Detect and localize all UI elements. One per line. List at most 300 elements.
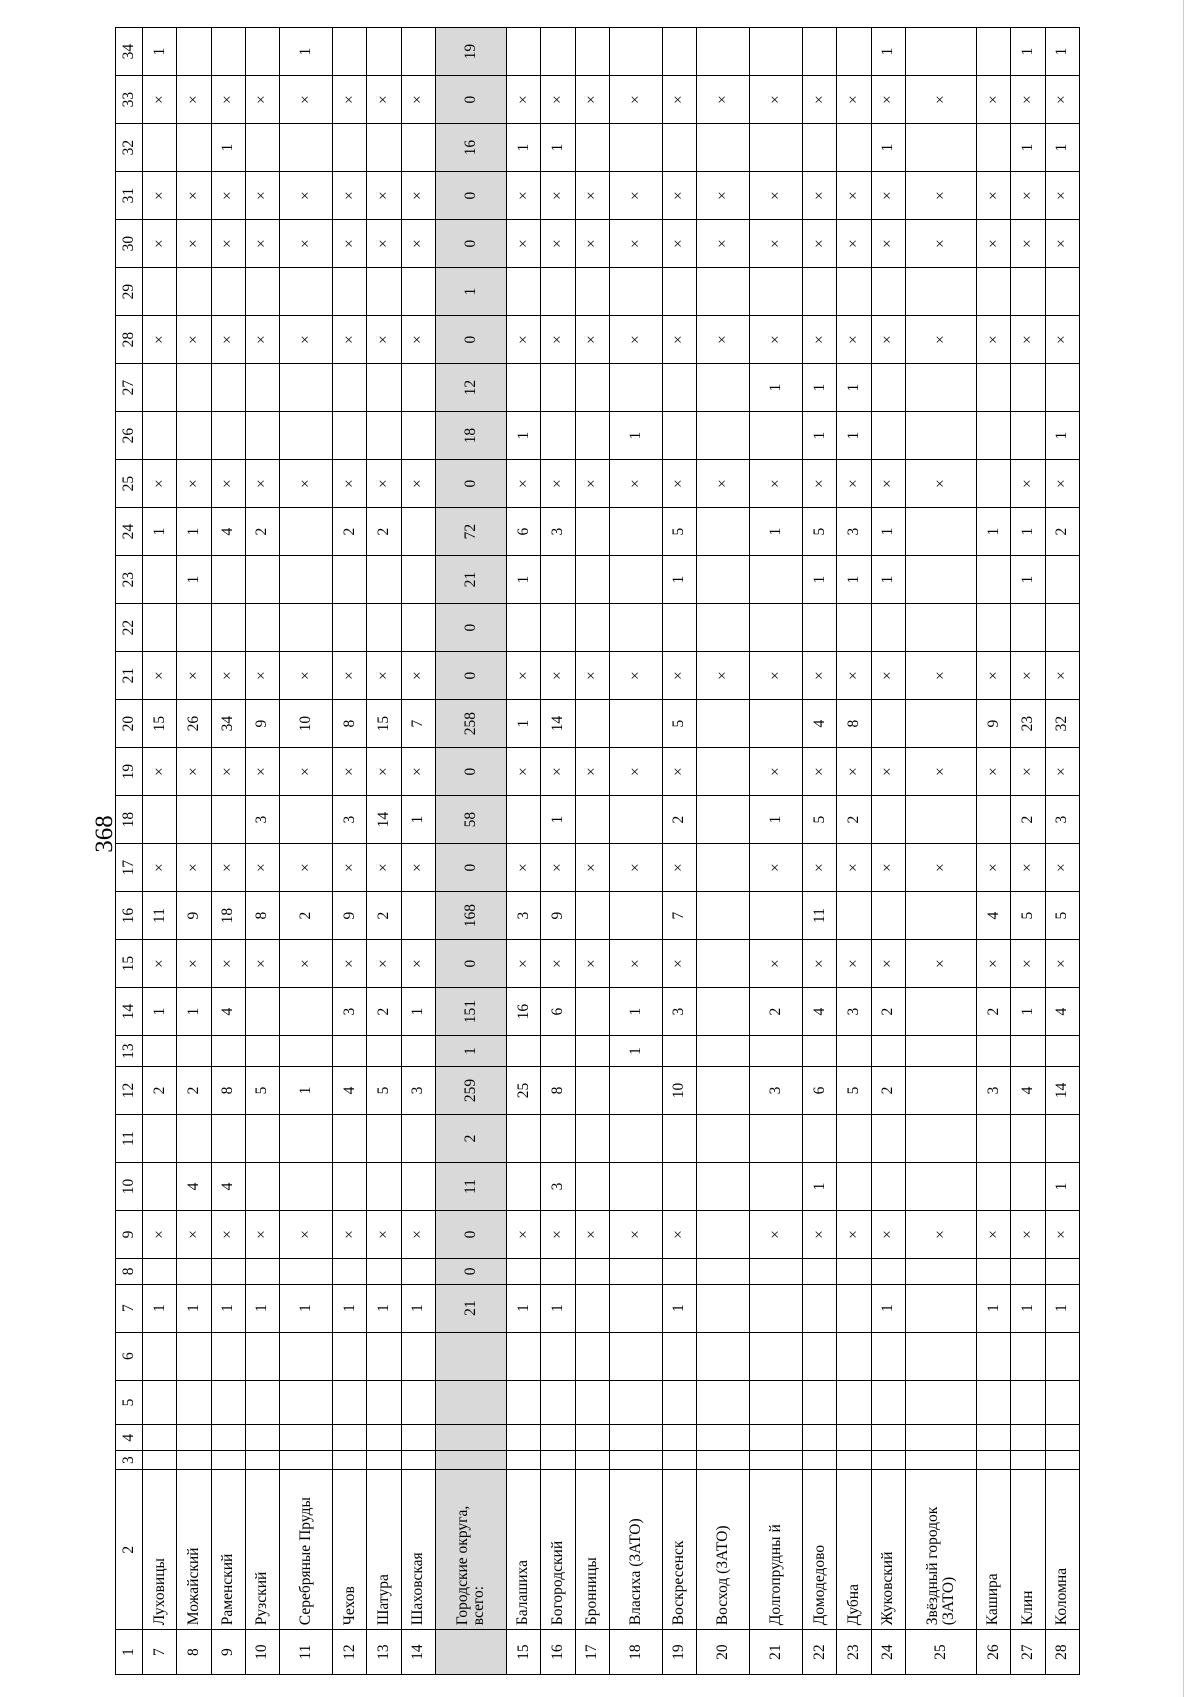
table-cell: 15 (367, 700, 401, 748)
table-cell (401, 268, 435, 316)
table-cell (609, 124, 662, 172)
table-cell: × (211, 940, 245, 988)
table-cell (245, 1259, 279, 1285)
table-cell: × (1011, 844, 1045, 892)
table-cell: × (662, 844, 696, 892)
table-cell (575, 1451, 609, 1470)
row-number-cell: 10 (245, 1630, 279, 1675)
table-cell (367, 1332, 401, 1380)
table-cell: 1 (280, 1284, 333, 1332)
table-cell (506, 1332, 540, 1380)
table-cell: 1 (143, 508, 177, 556)
table-cell: 4 (803, 988, 837, 1036)
table-cell: × (803, 460, 837, 508)
table-cell: × (143, 220, 177, 268)
table-cell (541, 268, 575, 316)
table-cell (280, 1425, 333, 1451)
table-cell: 11 (143, 892, 177, 940)
table-cell: 2 (750, 988, 803, 1036)
table-cell: 1 (750, 364, 803, 412)
table-cell (609, 1115, 662, 1163)
row-number-cell: 9 (211, 1630, 245, 1675)
table-cell (837, 1259, 871, 1285)
table-cell: × (245, 316, 279, 364)
table-cell (609, 700, 662, 748)
table-cell: 23 (1011, 700, 1045, 748)
table-cell: 2 (367, 508, 401, 556)
table-cell: 1 (280, 28, 333, 76)
table-cell (333, 1163, 367, 1211)
table-cell (177, 1332, 211, 1380)
district-name-cell: Шатура (367, 1470, 401, 1630)
district-name-cell: Власиха (ЗАТО) (609, 1470, 662, 1630)
table-cell (541, 1380, 575, 1425)
table-cell (976, 1451, 1010, 1470)
table-cell: 1 (750, 508, 803, 556)
table-cell (401, 364, 435, 412)
table-cell: 3 (1045, 796, 1080, 844)
table-cell (697, 268, 750, 316)
table-cell (333, 1259, 367, 1285)
table-cell: × (976, 76, 1010, 124)
table-cell (1011, 1425, 1045, 1451)
table-cell (976, 1425, 1010, 1451)
table-cell (435, 1332, 506, 1380)
table-cell: × (803, 220, 837, 268)
table-cell (280, 124, 333, 172)
table-cell: × (697, 76, 750, 124)
table-cell (1011, 1259, 1045, 1285)
table-cell: 3 (662, 988, 696, 1036)
table-cell (245, 1425, 279, 1451)
table-cell (609, 604, 662, 652)
table-cell (750, 1425, 803, 1451)
table-cell: × (803, 652, 837, 700)
table-cell: 3 (401, 1067, 435, 1115)
table-cell (245, 1380, 279, 1425)
table-cell: × (367, 940, 401, 988)
table-cell (750, 268, 803, 316)
table-cell (750, 1284, 803, 1332)
table-cell: × (211, 1211, 245, 1259)
table-cell: × (1045, 76, 1080, 124)
table-cell (750, 556, 803, 604)
table-cell: × (803, 76, 837, 124)
district-name-cell: Богородский (541, 1470, 575, 1630)
table-cell (211, 364, 245, 412)
data-table (115, 27, 1080, 1675)
table-cell: × (1045, 220, 1080, 268)
table-row (333, 28, 367, 1675)
table-cell: × (177, 940, 211, 988)
table-cell (750, 1332, 803, 1380)
table-cell (697, 940, 750, 988)
table-cell (575, 1284, 609, 1332)
table-cell (143, 1425, 177, 1451)
table-cell (1045, 1115, 1080, 1163)
table-cell (697, 1332, 750, 1380)
district-name-cell: Дубна (837, 1470, 871, 1630)
table-cell: 1 (871, 124, 905, 172)
row-number-cell: 20 (697, 1630, 750, 1675)
table-cell (506, 1036, 540, 1067)
table-cell: × (541, 172, 575, 220)
table-cell: × (976, 316, 1010, 364)
table-cell: × (1011, 220, 1045, 268)
table-cell: 1 (506, 556, 540, 604)
table-cell (401, 1163, 435, 1211)
table-cell (401, 1036, 435, 1067)
column-header-23: 23 (116, 556, 143, 604)
table-cell: × (143, 844, 177, 892)
table-cell: × (697, 652, 750, 700)
table-cell: × (401, 748, 435, 796)
column-header-20: 20 (116, 700, 143, 748)
table-cell: × (177, 76, 211, 124)
table-cell (333, 604, 367, 652)
district-name-cell: Звёздный городок (ЗАТО) (905, 1470, 976, 1630)
table-cell: × (575, 172, 609, 220)
table-cell (803, 1036, 837, 1067)
table-cell (905, 124, 976, 172)
table-cell: 1 (435, 268, 506, 316)
column-header-3: 3 (116, 1451, 143, 1470)
table-cell: 10 (280, 700, 333, 748)
table-cell: 1 (245, 1284, 279, 1332)
table-cell: 11 (803, 892, 837, 940)
row-number-cell: 24 (871, 1630, 905, 1675)
table-cell (401, 1451, 435, 1470)
table-cell: × (803, 316, 837, 364)
table-cell (697, 508, 750, 556)
table-cell: × (506, 316, 540, 364)
table-cell: × (280, 76, 333, 124)
table-cell (976, 604, 1010, 652)
table-cell (541, 556, 575, 604)
table-cell: × (837, 76, 871, 124)
table-cell: 8 (541, 1067, 575, 1115)
table-cell: 1 (1045, 28, 1080, 76)
table-cell (1011, 364, 1045, 412)
table-cell: × (1011, 76, 1045, 124)
table-cell (697, 1451, 750, 1470)
table-cell: 2 (280, 892, 333, 940)
row-number-cell: 17 (575, 1630, 609, 1675)
table-cell: 6 (506, 508, 540, 556)
table-cell (401, 28, 435, 76)
table-cell: 26 (177, 700, 211, 748)
table-row (367, 28, 401, 1675)
column-header-25: 25 (116, 460, 143, 508)
district-name-cell: Восход (ЗАТО) (697, 1470, 750, 1630)
table-cell (803, 1259, 837, 1285)
table-cell: 2 (1011, 796, 1045, 844)
table-cell: × (401, 940, 435, 988)
table-cell (750, 28, 803, 76)
table-cell (280, 1115, 333, 1163)
table-cell: 1 (506, 1284, 540, 1332)
table-cell: × (905, 748, 976, 796)
table-cell: × (871, 844, 905, 892)
table-cell (211, 412, 245, 460)
table-cell (575, 1163, 609, 1211)
table-row (662, 28, 696, 1675)
table-cell (333, 1451, 367, 1470)
table-cell (143, 364, 177, 412)
table-cell: × (976, 748, 1010, 796)
table-cell: 2 (333, 508, 367, 556)
table-cell (697, 604, 750, 652)
table-cell: × (803, 172, 837, 220)
table-cell: × (697, 460, 750, 508)
table-cell: 32 (1045, 700, 1080, 748)
table-cell (662, 364, 696, 412)
table-cell (662, 1380, 696, 1425)
table-cell (1045, 1332, 1080, 1380)
table-cell (143, 604, 177, 652)
table-cell: 151 (435, 988, 506, 1036)
column-header-1: 1 (116, 1630, 143, 1675)
table-cell (662, 1259, 696, 1285)
district-name-cell: Воскресенск (662, 1470, 696, 1630)
table-cell: × (575, 220, 609, 268)
column-header-30: 30 (116, 220, 143, 268)
table-cell: 4 (803, 700, 837, 748)
table-cell: 1 (177, 508, 211, 556)
table-cell: × (401, 76, 435, 124)
table-cell (662, 124, 696, 172)
table-cell (401, 412, 435, 460)
table-cell: 1 (211, 124, 245, 172)
table-cell (143, 1259, 177, 1285)
table-cell: 0 (435, 940, 506, 988)
table-cell: × (401, 220, 435, 268)
table-cell: × (871, 940, 905, 988)
table-cell: × (211, 844, 245, 892)
table-cell: 0 (435, 604, 506, 652)
table-cell (541, 1036, 575, 1067)
table-cell (1045, 1451, 1080, 1470)
table-cell: 9 (177, 892, 211, 940)
table-cell (837, 892, 871, 940)
scan-edge-line (1183, 0, 1184, 1697)
district-name-cell: Шаховская (401, 1470, 435, 1630)
table-cell: 1 (401, 988, 435, 1036)
table-cell: × (609, 76, 662, 124)
district-name-cell: Домодедово (803, 1470, 837, 1630)
row-number-cell: 22 (803, 1630, 837, 1675)
table-cell: × (1011, 1211, 1045, 1259)
table-cell: 10 (662, 1067, 696, 1115)
table-cell (506, 28, 540, 76)
table-cell (575, 796, 609, 844)
table-cell (541, 1115, 575, 1163)
table-cell: 34 (211, 700, 245, 748)
table-cell (905, 988, 976, 1036)
table-cell: × (976, 172, 1010, 220)
column-header-29: 29 (116, 268, 143, 316)
table-cell (367, 1115, 401, 1163)
table-cell: × (905, 220, 976, 268)
header-row (116, 28, 143, 1675)
table-cell: 6 (541, 988, 575, 1036)
table-cell: × (333, 220, 367, 268)
table-cell: 1 (143, 988, 177, 1036)
table-cell: 3 (837, 508, 871, 556)
table-cell: 1 (177, 556, 211, 604)
table-cell: × (143, 460, 177, 508)
table-cell (245, 364, 279, 412)
table-cell (905, 412, 976, 460)
table-cell (609, 1332, 662, 1380)
table-cell: × (837, 316, 871, 364)
table-cell (871, 412, 905, 460)
table-cell (245, 124, 279, 172)
table-cell: 1 (803, 556, 837, 604)
table-cell: × (905, 460, 976, 508)
table-cell: × (401, 460, 435, 508)
table-cell (506, 1425, 540, 1451)
table-cell (280, 796, 333, 844)
column-header-18: 18 (116, 796, 143, 844)
table-cell: × (1011, 460, 1045, 508)
table-cell: 1 (1045, 1284, 1080, 1332)
table-cell: 1 (401, 796, 435, 844)
table-cell: 1 (541, 1284, 575, 1332)
table-cell: × (541, 460, 575, 508)
table-cell (575, 1259, 609, 1285)
table-cell (575, 1380, 609, 1425)
table-cell: 3 (245, 796, 279, 844)
table-cell: × (333, 940, 367, 988)
table-cell: 5 (837, 1067, 871, 1115)
table-cell: × (905, 76, 976, 124)
table-cell: × (871, 460, 905, 508)
table-cell: × (541, 940, 575, 988)
table-cell: 16 (506, 988, 540, 1036)
column-header-24: 24 (116, 508, 143, 556)
table-cell (333, 412, 367, 460)
table-cell: 25 (506, 1067, 540, 1115)
table-cell: × (697, 316, 750, 364)
table-cell: 1 (837, 412, 871, 460)
table-cell (837, 1036, 871, 1067)
table-cell: 1 (1011, 556, 1045, 604)
table-cell (662, 1163, 696, 1211)
table-cell (245, 268, 279, 316)
table-cell (435, 1380, 506, 1425)
table-row (177, 28, 211, 1675)
table-cell: × (803, 1211, 837, 1259)
table-cell (177, 1451, 211, 1470)
table-cell: 1 (662, 556, 696, 604)
table-cell: 3 (541, 508, 575, 556)
table-cell: 5 (245, 1067, 279, 1115)
table-cell: 2 (871, 988, 905, 1036)
table-cell (575, 700, 609, 748)
table-cell (367, 28, 401, 76)
table-cell: 1 (1045, 412, 1080, 460)
table-cell (575, 1067, 609, 1115)
table-cell: × (211, 76, 245, 124)
table-cell (662, 1332, 696, 1380)
table-cell: × (662, 76, 696, 124)
table-cell: 9 (245, 700, 279, 748)
table-cell: × (662, 172, 696, 220)
table-cell (143, 1115, 177, 1163)
table-cell: × (280, 460, 333, 508)
table-cell: × (905, 652, 976, 700)
table-cell: × (280, 748, 333, 796)
table-cell: × (750, 316, 803, 364)
table-cell: × (367, 316, 401, 364)
table-cell: 1 (662, 1284, 696, 1332)
column-header-10: 10 (116, 1163, 143, 1211)
table-cell (803, 1451, 837, 1470)
table-cell (401, 124, 435, 172)
table-cell (1011, 1451, 1045, 1470)
table-cell (609, 1284, 662, 1332)
table-cell: × (367, 460, 401, 508)
table-cell: 6 (803, 1067, 837, 1115)
table-cell: × (245, 748, 279, 796)
table-cell (905, 1451, 976, 1470)
table-cell (575, 556, 609, 604)
table-cell (976, 1259, 1010, 1285)
table-cell: 3 (333, 796, 367, 844)
table-cell: 1 (143, 1284, 177, 1332)
row-number-cell: 23 (837, 1630, 871, 1675)
table-cell: × (1045, 940, 1080, 988)
table-cell (245, 28, 279, 76)
table-cell (803, 1332, 837, 1380)
table-cell: × (976, 940, 1010, 988)
table-cell: 4 (211, 508, 245, 556)
column-header-2: 2 (116, 1470, 143, 1630)
table-cell: × (575, 1211, 609, 1259)
table-cell: × (280, 1211, 333, 1259)
table-cell (401, 508, 435, 556)
table-cell: 2 (976, 988, 1010, 1036)
table-cell (575, 412, 609, 460)
table-cell: 1 (280, 1067, 333, 1115)
table-cell (401, 604, 435, 652)
column-header-14: 14 (116, 988, 143, 1036)
table-cell: × (905, 172, 976, 220)
table-cell: 14 (1045, 1067, 1080, 1115)
table-cell (541, 364, 575, 412)
table-cell (143, 124, 177, 172)
table-cell (333, 28, 367, 76)
table-cell (333, 1380, 367, 1425)
table-cell (367, 1036, 401, 1067)
table-cell (211, 604, 245, 652)
column-header-28: 28 (116, 316, 143, 364)
row-number-cell: 19 (662, 1630, 696, 1675)
table-cell: 12 (435, 364, 506, 412)
table-cell: × (143, 652, 177, 700)
table-cell: 5 (662, 700, 696, 748)
column-header-5: 5 (116, 1380, 143, 1425)
table-cell: × (333, 460, 367, 508)
district-name-cell: Чехов (333, 1470, 367, 1630)
table-cell: × (837, 940, 871, 988)
row-number-cell: 26 (976, 1630, 1010, 1675)
table-cell (1011, 1115, 1045, 1163)
table-cell: × (367, 652, 401, 700)
table-cell (245, 556, 279, 604)
table-cell: 1 (871, 1284, 905, 1332)
